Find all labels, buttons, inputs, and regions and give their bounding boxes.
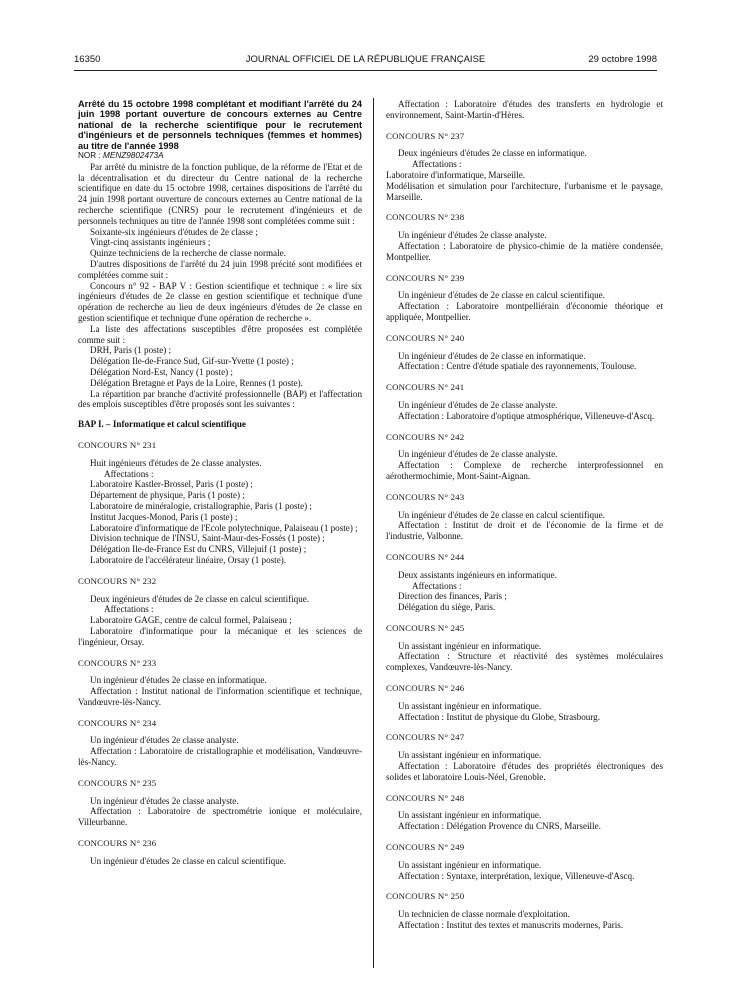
concours-heading: CONCOURS N° 240	[386, 332, 465, 343]
column-divider	[373, 98, 374, 968]
affectation-item: Modélisation et simulation pour l'architecture, l'urbanisme et le paysage, Marseille.	[386, 180, 663, 202]
issue-date: 29 octobre 1998	[588, 54, 657, 65]
concours-heading: CONCOURS N° 242	[386, 431, 465, 442]
affectations-label: Affectations :	[412, 159, 462, 170]
concours-heading: CONCOURS N° 250	[386, 891, 465, 902]
affectation-line: Affectation : Syntaxe, interprétation, lexique, Villeneuve-d'Ascq.	[398, 870, 635, 881]
concours-post: Un ingénieur d'études 2e classe analyste.	[398, 230, 547, 241]
affectation-item: Délégation du siège, Paris.	[398, 602, 496, 613]
location-line: Délégation Ile-de-France Sud, Gif-sur-Yvette (1 poste) ;	[90, 356, 294, 367]
affectation-line: Affectation : Laboratoire de physico-chimie de la matière condensée, Montpellier.	[386, 240, 663, 262]
affectation-item: Laboratoire d'informatique de l'Ecole polytechnique, Palaiseau (1 poste) ;	[90, 522, 358, 533]
concours-heading: CONCOURS N° 237	[386, 130, 465, 141]
concours-heading: CONCOURS N° 239	[386, 272, 465, 283]
concours-post: Huit ingénieurs d'études de 2e classe analystes.	[90, 457, 262, 468]
header-rule	[74, 70, 657, 71]
affectations-label: Affectations :	[412, 580, 462, 591]
post-line: Soixante-six ingénieurs d'études de 2e classe ;	[90, 226, 258, 237]
post-line: Quinze techniciens de la recherche de classe normale.	[90, 248, 286, 259]
affectations-label: Affectations :	[104, 604, 154, 615]
affectation-line: Affectation : Laboratoire de spectrométrie ionique et moléculaire, Villeurbanne.	[78, 806, 362, 828]
page-header	[74, 54, 657, 68]
concours-heading: CONCOURS N° 238	[386, 212, 465, 223]
affectation-item: Laboratoire d'informatique pour la mécanique et les sciences de l'ingénieur, Orsay.	[78, 625, 362, 647]
concours-heading: CONCOURS N° 248	[386, 792, 465, 803]
location-line: Délégation Bretagne et Pays de la Loire, Rennes (1 poste).	[90, 377, 303, 388]
concours-heading: CONCOURS N° 246	[386, 683, 465, 694]
concours-heading: CONCOURS N° 233	[78, 657, 157, 668]
concours-post: Un ingénieur d'études de 2e classe en calcul scientifique.	[398, 290, 605, 301]
nor-reference	[78, 151, 362, 162]
affectation-line: Affectation : Laboratoire d'études des transferts en hydrologie et environnement, Saint-Martin-d'Hères.	[386, 99, 663, 120]
affectation-line: Affectation : Laboratoire d'optique atmosphérique, Villeneuve-d'Ascq.	[398, 410, 655, 421]
post-line: Vingt-cinq assistants ingénieurs ;	[90, 237, 211, 248]
concours-post: Un assistant ingénieur en informatique.	[398, 859, 542, 870]
affectation-line: Affectation : Laboratoire d'études des propriétés électroniques des solides et laboratoire Louis-Néel, Grenoble.	[386, 761, 663, 782]
concours-post: Un assistant ingénieur en informatique.	[398, 750, 542, 761]
nor-code: MENZ9802473A	[103, 151, 164, 161]
concours-post: Un ingénieur d'études de 2e classe en calcul scientifique.	[398, 509, 605, 520]
concours-post: Un ingénieur d'études de 2e classe analyste.	[398, 449, 558, 460]
concours-post: Un ingénieur d'études de 2e classe en informatique.	[398, 350, 586, 361]
affectation-line: Affectation : Complexe de recherche interprofessionnel en aérothermochimie, Mont-Saint-Aignan.	[386, 460, 663, 481]
section-heading: BAP I. – Informatique et calcul scientifique	[78, 419, 246, 430]
affectation-item: Département de physique, Paris (1 poste) ;	[90, 490, 245, 501]
affectation-item: Laboratoire de minéralogie, cristallographie, Paris (1 poste) ;	[90, 500, 312, 511]
affectation-item: Direction des finances, Paris ;	[398, 591, 507, 602]
affectation-line: Affectation : Délégation Provence du CNRS, Marseille.	[398, 821, 601, 832]
concours-post: Deux assistants ingénieurs en informatique.	[398, 569, 557, 580]
affectation-item: Laboratoire GAGE, centre de calcul formel, Palaiseau ;	[90, 615, 292, 626]
concours-heading: CONCOURS N° 232	[78, 575, 157, 586]
affectation-line: Affectation : Institut de physique du Globe, Strasbourg.	[398, 711, 600, 722]
paragraph: Concours n° 92 - BAP V : Gestion scientifique et technique : « lire six ingénieurs d'études de 2e classe en gestion scientifique et technique d'une opération de recherche au lieu de deux ingénieurs d'études de 2e classe en gestion scientifique et technique d'une opération de recherche ».	[78, 280, 362, 323]
page-number: 16350	[74, 54, 101, 65]
concours-heading: CONCOURS N° 247	[386, 732, 465, 743]
affectation-item: Laboratoire Kastler-Brossel, Paris (1 poste) ;	[90, 479, 253, 490]
intro-paragraph: Par arrêté du ministre de la fonction publique, de la réforme de l'Etat et de la décentralisation et du directeur du Centre national de la recherche scientifique en date du 15 octobre 1998, certaines dispositions de l'arrêté du 24 juin 1998 portant ouverture de concours externes au Centre national de la recherche scientifique (CNRS) pour le recrutement d'ingénieurs et de personnels techniques au titre de l'année 1998 sont complétées comme suit :	[78, 161, 362, 226]
concours-heading: CONCOURS N° 249	[386, 842, 465, 853]
affectation-line: Affectation : Centre d'étude spatiale des rayonnements, Toulouse.	[398, 361, 637, 372]
location-line: Délégation Nord-Est, Nancy (1 poste) ;	[90, 366, 233, 377]
affectation-item: Laboratoire d'informatique, Marseille.	[386, 169, 526, 180]
concours-post: Un ingénieur d'études 2e classe en calcul scientifique.	[90, 855, 287, 866]
concours-post: Un ingénieur d'études de 2e classe analyste.	[398, 399, 558, 410]
concours-heading: CONCOURS N° 236	[78, 838, 157, 849]
concours-heading: CONCOURS N° 235	[78, 777, 157, 788]
concours-post: Un assistant ingénieur en informatique.	[398, 640, 542, 651]
concours-post: Un ingénieur d'études 2e classe en informatique.	[90, 675, 267, 686]
affectation-line: Affectation : Laboratoire de cristallographie et modélisation, Vandœuvre-lès-Nancy.	[78, 746, 362, 768]
paragraph: La répartition par branche d'activité professionnelle (BAP) et l'affectation des emplois susceptibles d'être proposés sont les suivantes :	[78, 388, 362, 410]
paragraph: D'autres dispositions de l'arrêté du 24 juin 1998 précité sont modifiées et complétées comme suit :	[78, 259, 362, 280]
affectation-line: Affectation : Laboratoire montpelliérain d'économie théorique et appliquée, Montpellier.	[386, 301, 663, 322]
concours-heading: CONCOURS N° 234	[78, 717, 157, 728]
concours-heading: CONCOURS N° 231	[78, 439, 157, 450]
affectation-item: Laboratoire de l'accélérateur linéaire, Orsay (1 poste).	[90, 554, 287, 565]
affectation-item: Délégation Ile-de-France Est du CNRS, Villejuif (1 poste) ;	[90, 544, 307, 555]
affectation-line: Affectation : Institut de droit et de l'économie de la firme et de l'industrie, Valbonne.	[386, 520, 663, 542]
affectations-label: Affectations :	[104, 468, 154, 479]
affectation-line: Affectation : Institut national de l'information scientifique et technique, Vandœuvre-lès-Nancy.	[78, 686, 362, 707]
concours-heading: CONCOURS N° 244	[386, 551, 465, 562]
affectation-item: Institut Jacques-Monod, Paris (1 poste) ;	[90, 511, 238, 522]
journal-title: JOURNAL OFFICIEL DE LA RÉPUBLIQUE FRANÇAISE	[245, 54, 486, 65]
nor-label: NOR :	[78, 151, 101, 161]
concours-post: Un technicien de classe normale d'exploitation.	[398, 909, 570, 920]
concours-post: Un assistant ingénieur en informatique.	[398, 810, 542, 821]
concours-heading: CONCOURS N° 241	[386, 382, 465, 393]
location-line: DRH, Paris (1 poste) ;	[90, 345, 172, 356]
concours-post: Un ingénieur d'études 2e classe analyste.	[90, 795, 239, 806]
concours-post: Un ingénieur d'études 2e classe analyste.	[90, 735, 239, 746]
concours-heading: CONCOURS N° 243	[386, 491, 465, 502]
right-column	[386, 99, 663, 931]
concours-post: Deux ingénieurs d'études de 2e classe en calcul scientifique.	[90, 593, 310, 604]
concours-heading: CONCOURS N° 245	[386, 622, 465, 633]
concours-post: Un assistant ingénieur en informatique.	[398, 700, 542, 711]
concours-post: Deux ingénieurs d'études 2e classe en informatique.	[398, 148, 587, 159]
affectation-line: Affectation : Institut des textes et manuscrits modernes, Paris.	[398, 920, 624, 931]
affectation-item: Division technique de l'INSU, Saint-Maur-des-Fossés (1 poste) ;	[90, 533, 325, 544]
left-column	[78, 99, 362, 867]
decree-title: Arrêté du 15 octobre 1998 complétant et modifiant l'arrêté du 24 juin 1998 portant ouverture de concours externes au Centre national de la recherche scientifique pour le recrutement d'ingénieurs et de personnels techniques (femmes et hommes) au titre de l'année 1998	[78, 99, 362, 151]
paragraph: La liste des affectations susceptibles d'être proposées est complétée comme suit :	[78, 323, 362, 345]
affectation-line: Affectation : Structure et réactivité des systèmes moléculaires complexes, Vandœuvre-lès-Nancy.	[386, 651, 663, 673]
